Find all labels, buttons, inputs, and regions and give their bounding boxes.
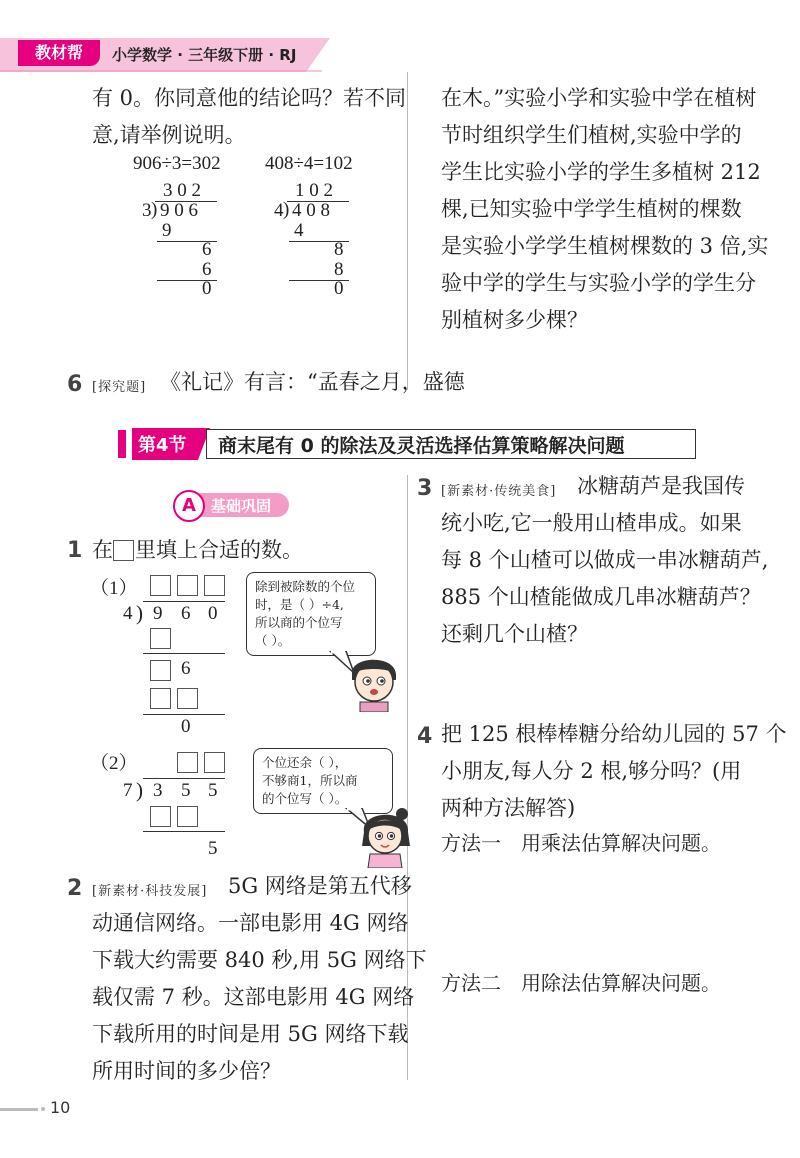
answer-box-sample — [113, 540, 134, 561]
answer-box[interactable] — [150, 806, 171, 827]
step-1: 4 — [294, 220, 304, 241]
dividend: 4 0 8 — [292, 200, 330, 221]
text-line: 每 8 个山楂可以做成一串冰糖葫芦, — [441, 548, 769, 572]
divisor: 7 — [123, 780, 133, 801]
step-3: 6 — [202, 259, 212, 280]
answer-box[interactable] — [150, 660, 171, 681]
text-line: 下载大约需要 840 秒,用 5G 网络下 — [92, 948, 427, 972]
text-line: 885 个山楂能做成几串冰糖葫芦？ — [441, 585, 761, 609]
section-header — [118, 424, 698, 464]
dividend-digit: 6 — [181, 603, 191, 624]
text-line: 验中学的学生与实验小学的学生分 — [441, 271, 756, 295]
division-bracket: ) — [283, 199, 290, 220]
quotient-box[interactable] — [150, 575, 171, 596]
dividend-digit: 5 — [181, 780, 191, 801]
text-line: 下载所用的时间是用 5G 网络下载 — [92, 1022, 409, 1046]
text-line: 是实验小学学生植树棵数的 3 倍,实 — [441, 234, 769, 258]
question-4-body — [441, 716, 787, 827]
part-a-badge — [173, 490, 293, 520]
question-3-body — [441, 505, 768, 653]
answer-box[interactable] — [177, 806, 198, 827]
text-line: 小朋友,每人分 2 根,够分吗？(用 — [441, 759, 742, 783]
bubble-line: 的个位写（ ）。 — [262, 791, 348, 806]
brand-label: 教材帮 — [34, 43, 83, 62]
question-3-number: 3 — [417, 476, 433, 501]
quotient-box[interactable] — [204, 752, 225, 773]
step-1: 9 — [162, 220, 172, 241]
quotient-box[interactable] — [177, 752, 198, 773]
boy-character-icon — [344, 650, 404, 712]
text-line: 两种方法解答) — [441, 796, 576, 820]
question-3-tag: [新素材·传统美食] — [441, 484, 557, 499]
remainder: 0 — [181, 716, 191, 737]
question-3-line: 冰糖葫芦是我国传 — [577, 474, 745, 498]
step-line — [143, 831, 225, 832]
carryover-line-1: 有 0。你同意他的结论吗？若不同 — [92, 86, 407, 110]
question-6-tag: [探究题] — [92, 380, 147, 395]
question-6-text: 《礼记》有言：“孟春之月，盛德 — [160, 370, 465, 394]
girl-character-icon — [356, 802, 416, 868]
footer-rule — [0, 1108, 38, 1111]
remainder: 0 — [334, 278, 344, 299]
quotient: 1 0 2 — [295, 180, 333, 201]
division-bar — [143, 778, 225, 779]
question-1-text-before: 在 — [92, 538, 113, 562]
answer-box[interactable] — [150, 688, 171, 709]
question-1-text-after: 里填上合适的数。 — [135, 538, 303, 562]
section-label: 第4节 — [138, 435, 187, 456]
long-division-408 — [272, 180, 362, 300]
remainder: 5 — [208, 838, 218, 859]
divisor: 4 — [123, 603, 133, 624]
part-a-letter: A — [173, 490, 205, 522]
equation-1: 906÷3=302 — [133, 153, 221, 174]
question-4-number: 4 — [417, 724, 433, 749]
step-2: 6 — [202, 239, 212, 260]
brand-badge — [18, 40, 100, 66]
text-line: 在木。”实验小学和实验中学在植树 — [441, 86, 757, 110]
step-3: 8 — [334, 259, 344, 280]
division-bar — [143, 601, 225, 602]
text-line: 动通信网络。一部电影用 4G 网络 — [92, 911, 409, 935]
quotient: 3 0 2 — [163, 180, 201, 201]
bubble-line: 时，是（ ）÷4, — [255, 597, 344, 612]
question-6-number: 6 — [67, 372, 83, 397]
question-2-tag: [新素材·科技发展] — [92, 884, 208, 899]
equation-2: 408÷4=102 — [265, 153, 353, 174]
text-line: 所用时间的多少倍？ — [92, 1059, 281, 1083]
dividend-digit: 3 — [153, 780, 163, 801]
divisor: 3 — [142, 200, 152, 221]
dividend-digit: 0 — [208, 603, 218, 624]
text-line: 学生比实验小学的学生多植树 212 — [441, 160, 761, 184]
bubble-line: （ ）。 — [255, 633, 291, 648]
sub-question-2-label: （2） — [90, 753, 138, 774]
quotient-box[interactable] — [177, 575, 198, 596]
text-line: 还剩几个山楂？ — [441, 622, 588, 646]
bubble-line: 个位还余（ ）， — [262, 755, 348, 770]
text-line: 棵,已知实验中学学生植树的棵数 — [441, 197, 742, 221]
method-1-label: 方法一 用乘法估算解决问题。 — [441, 831, 721, 855]
question-1-number: 1 — [67, 538, 83, 563]
step-line — [143, 653, 225, 654]
long-division-906 — [140, 180, 230, 300]
answer-box[interactable] — [177, 688, 198, 709]
question-2-number: 2 — [67, 876, 83, 901]
footer-dot — [41, 1107, 45, 1111]
dividend-digit: 9 — [153, 603, 163, 624]
section-title: 商末尾有 0 的除法及灵活选择估算策略解决问题 — [218, 435, 625, 457]
question-6-continued — [441, 80, 768, 339]
bubble-line: 除到被除数的个位 — [255, 579, 356, 594]
text-line: 把 125 根棒棒糖分给幼儿园的 57 个 — [441, 722, 787, 746]
quotient-box[interactable] — [204, 575, 225, 596]
dividend: 9 0 6 — [160, 200, 198, 221]
text-line: 载仅需 7 秒。这部电影用 4G 网络 — [92, 985, 415, 1009]
division-bracket: ) — [136, 601, 143, 625]
question-2-line: 5G 网络是第五代移 — [228, 874, 412, 898]
step-line — [143, 714, 225, 715]
question-2-body — [92, 905, 427, 1090]
text-line: 别植树多少棵？ — [441, 308, 588, 332]
dividend-digit: 5 — [208, 780, 218, 801]
divisor: 4 — [274, 200, 284, 221]
page-number: 10 — [50, 1098, 71, 1117]
division-bracket: ) — [136, 778, 143, 802]
column-divider-top — [407, 72, 408, 390]
carryover-line-2: 意,请举例说明。 — [92, 123, 246, 147]
part-a-label: 基础巩固 — [211, 497, 272, 515]
step-digit: 6 — [181, 658, 191, 679]
hint-bubble-1 — [246, 572, 376, 656]
remainder: 0 — [202, 278, 212, 299]
text-line: 节时组织学生们植树,实验中学的 — [441, 123, 742, 147]
sub-question-1-label: （1） — [90, 578, 138, 599]
bubble-line: 所以商的个位写 — [255, 615, 343, 630]
division-bracket: ) — [151, 199, 158, 220]
step-2: 8 — [334, 239, 344, 260]
answer-box[interactable] — [150, 628, 171, 649]
method-2-label: 方法二 用除法估算解决问题。 — [441, 971, 721, 995]
text-line: 统小吃,它一般用山楂串成。如果 — [441, 511, 742, 535]
bubble-line: 不够商1，所以商 — [262, 773, 358, 788]
header-subtitle: 小学数学 · 三年级下册 · RJ — [112, 46, 297, 64]
